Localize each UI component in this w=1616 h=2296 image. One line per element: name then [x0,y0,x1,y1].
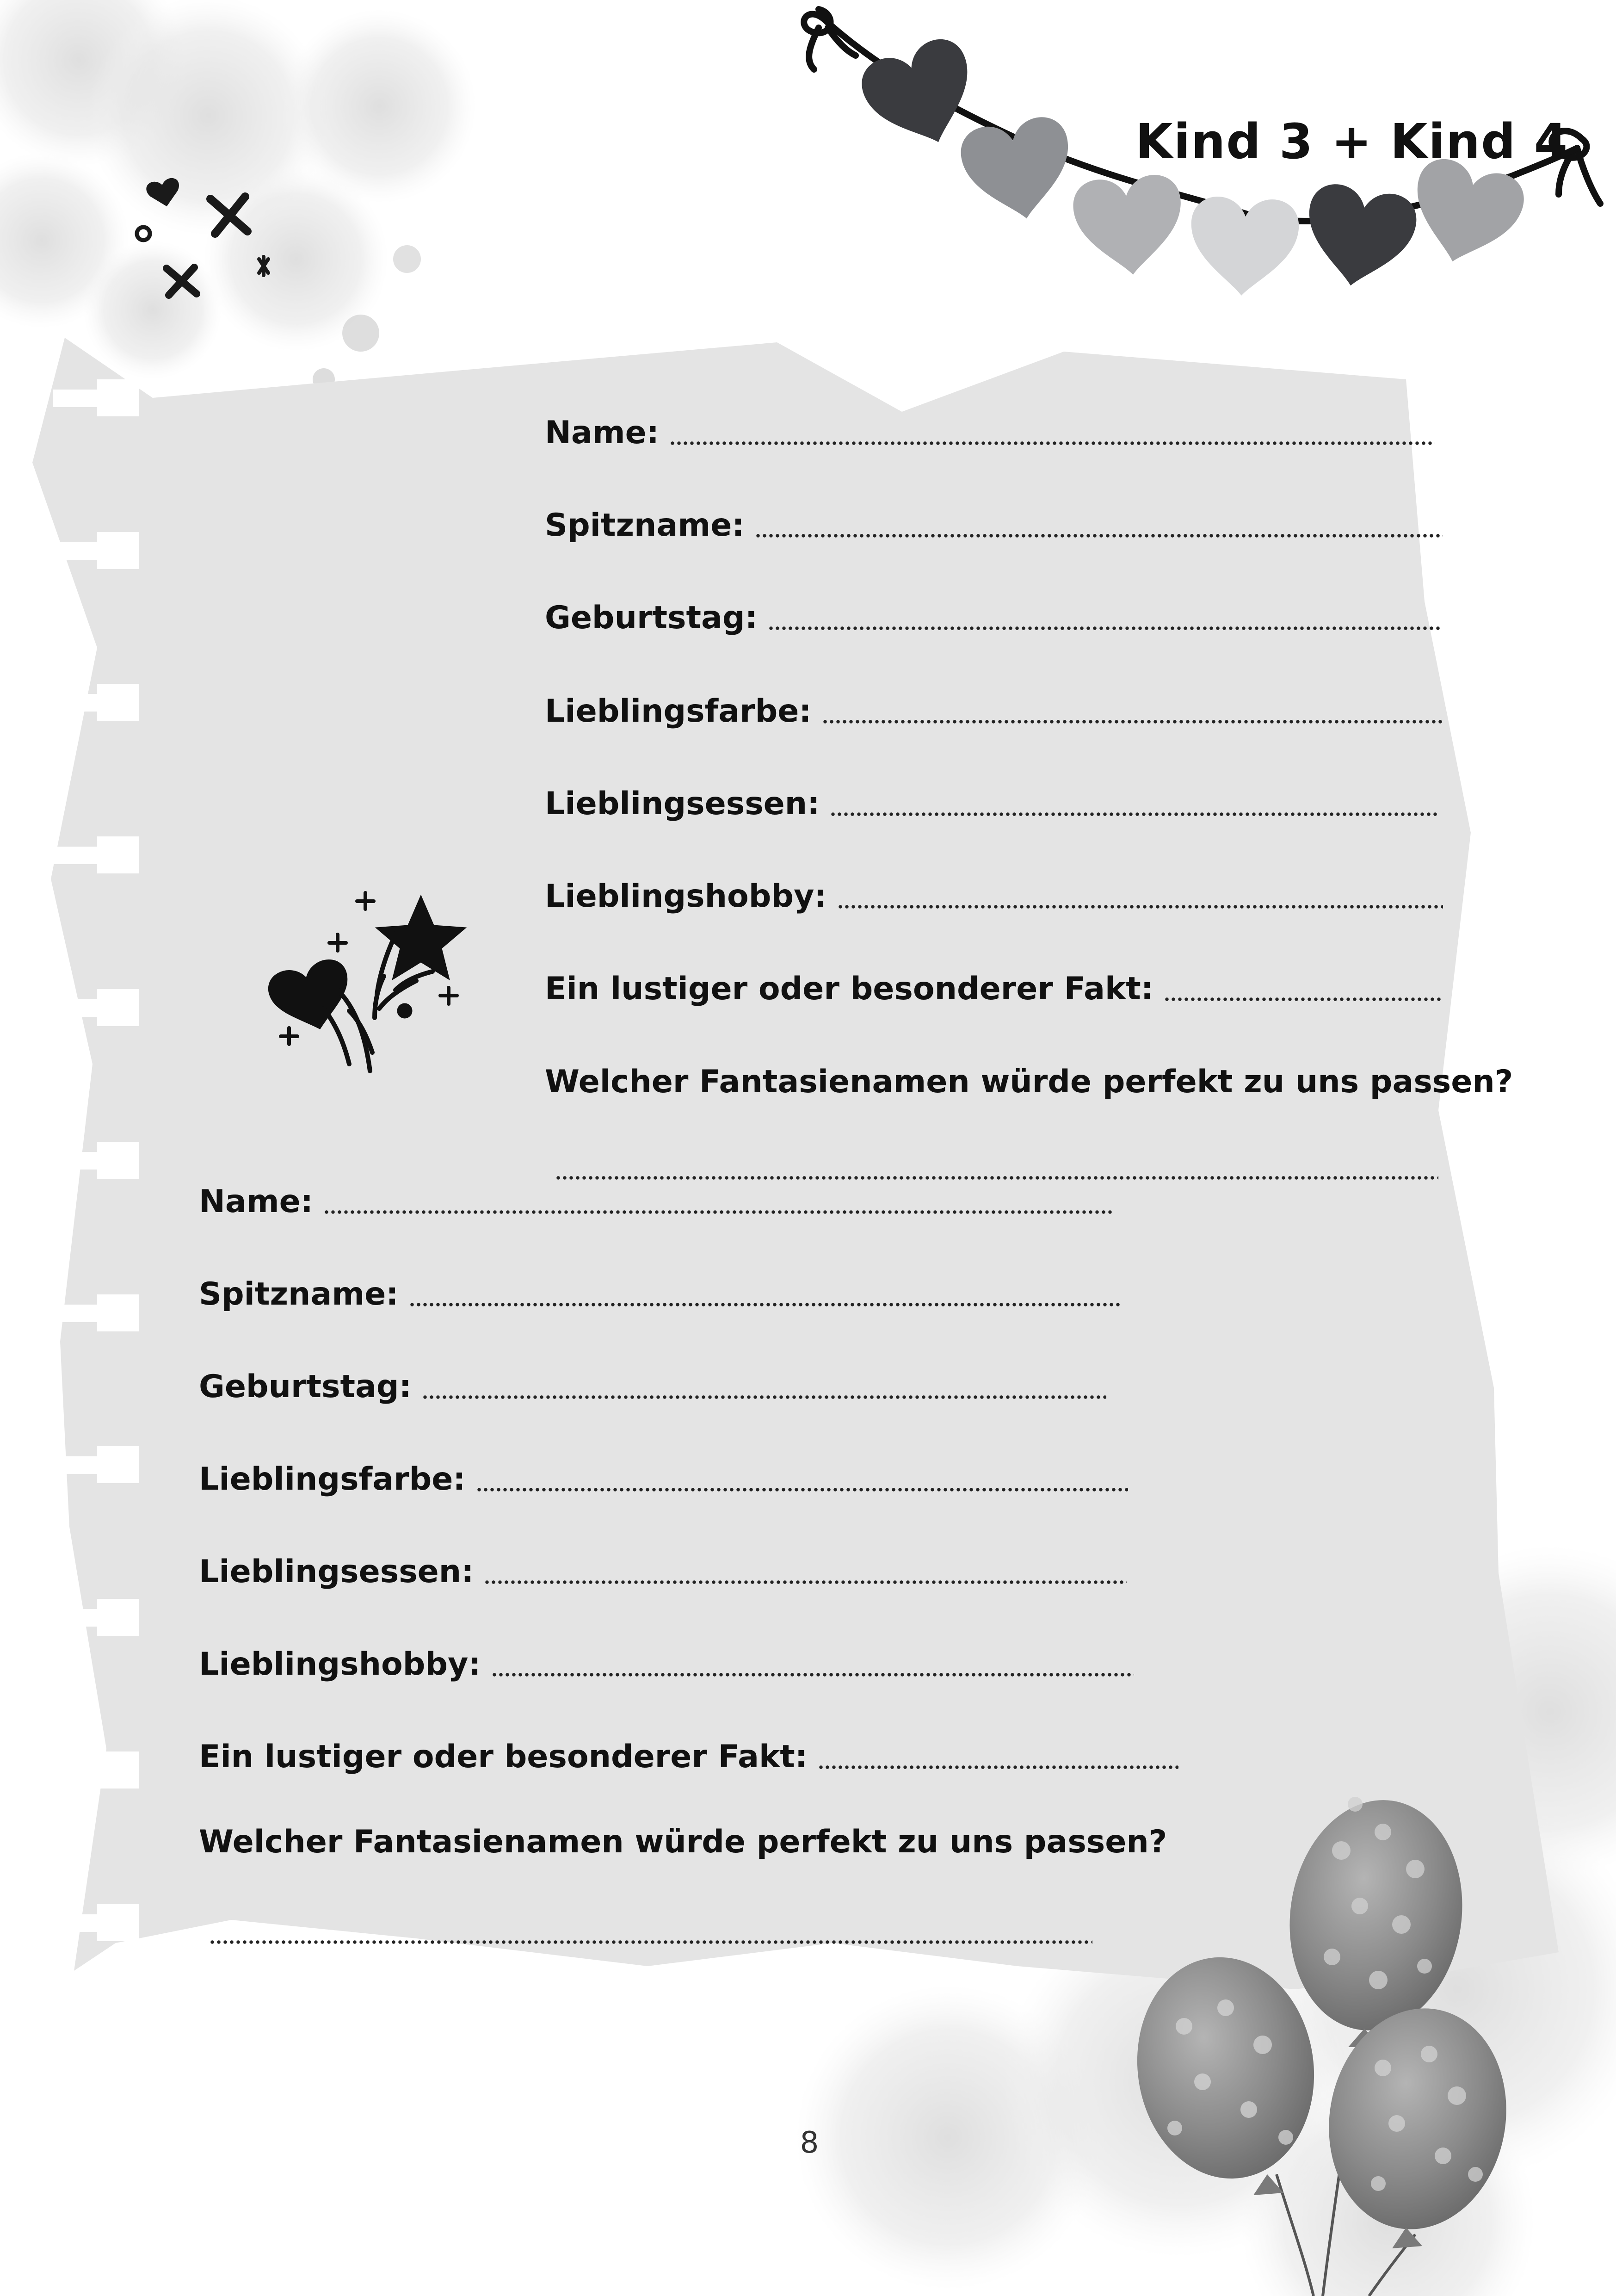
fantasy-name-write-line[interactable] [209,1939,1092,1945]
field-label: Lieblingsessen: [199,1553,474,1590]
heart-icon [1298,180,1421,295]
form-row-favorite-hobby [199,1625,1097,1683]
form-row-favorite-color [545,672,1443,730]
field-label: Lieblingsfarbe: [199,1461,466,1498]
form-row-favorite-hobby [545,857,1443,915]
form-row-name [545,393,1435,449]
favorite-food-write-line[interactable] [484,1579,1127,1585]
form-row-favorite-food [199,1532,1097,1588]
birthday-write-line[interactable] [768,625,1441,631]
field-label: Name: [199,1183,313,1220]
form-row-nickname [545,486,1443,544]
form-row-favorite-food [545,764,1437,820]
birthday-write-line[interactable] [422,1394,1106,1400]
small-ring-icon [137,227,150,240]
form-row-fun-fact [545,949,1443,1005]
form-row-favorite-color [199,1440,1097,1498]
field-label: Ein lustiger oder besonderer Fakt: [199,1739,808,1775]
field-label: Lieblingshobby: [199,1646,481,1683]
favorite-food-write-line[interactable] [830,811,1437,817]
favorite-hobby-write-line[interactable] [491,1672,1134,1677]
fantasy-name-question: Welcher Fantasienamen würde perfekt zu uns passen? [199,1824,1167,1860]
name-write-line[interactable] [323,1209,1114,1215]
fun-fact-write-line[interactable] [1164,996,1443,1002]
field-label: Lieblingshobby: [545,878,827,915]
field-label: Geburtstag: [545,600,758,636]
field-label: Lieblingsfarbe: [545,693,812,730]
heart-icon [1071,173,1187,279]
favorite-hobby-write-line[interactable] [837,904,1443,910]
fun-fact-write-line[interactable] [818,1764,1178,1770]
fantasy-name-question: Welcher Fantasienamen würde perfekt zu uns passen? [545,1064,1513,1100]
favorite-color-write-line[interactable] [822,719,1443,724]
nickname-write-line[interactable] [409,1302,1121,1307]
form-row-birthday [545,578,1441,634]
field-label: Ein lustiger oder besonderer Fakt: [545,971,1153,1007]
field-label: Geburtstag: [199,1368,412,1405]
heart-icon [957,113,1080,228]
name-write-line[interactable] [669,440,1435,446]
form-row-fun-fact [199,1717,1097,1773]
nickname-write-line[interactable] [755,533,1443,538]
form-row-name [199,1162,1089,1218]
field-label: Name: [545,415,659,451]
field-label: Lieblingsessen: [545,786,820,822]
field-label: Spitzname: [199,1276,399,1312]
favorite-color-write-line[interactable] [476,1487,1128,1492]
form-row-birthday [199,1347,1097,1403]
form-row-nickname [199,1255,1097,1310]
field-label: Spitzname: [545,507,745,544]
page-number: 8 [800,2126,819,2160]
heart-icon [1400,153,1530,275]
page-title: Kind 3 + Kind 4 [1135,113,1569,170]
